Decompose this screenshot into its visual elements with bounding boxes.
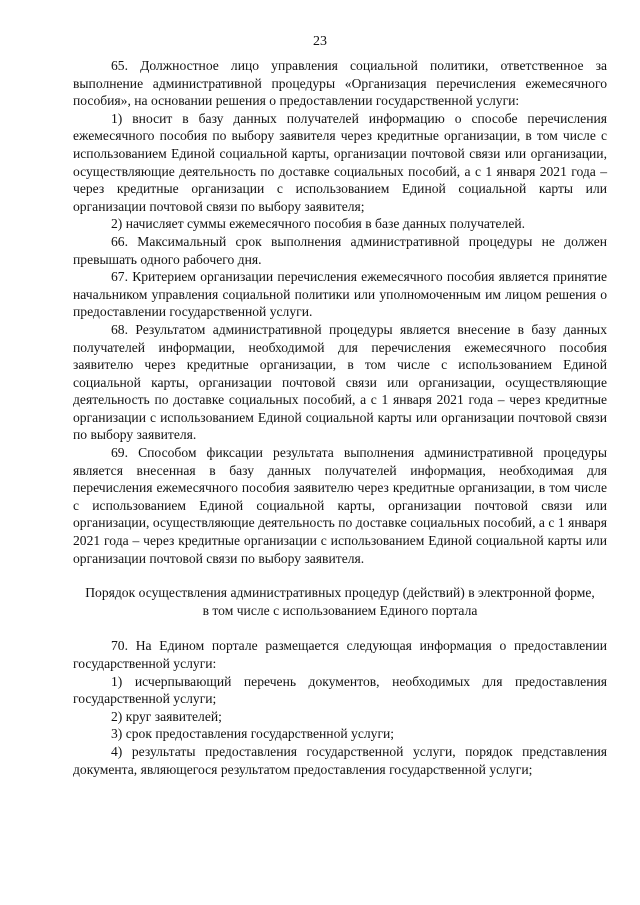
spacer [73, 619, 607, 637]
paragraph-69: 69. Способом фиксации результата выполнения административной процедуры является внесенная в базу данных получателей информация, необходимая для перечисления ежемесячного пособия заявителю через кредитные организации, в том числе с использованием Единой социальной карты, организации почтовой связи или организации, осуществляющие деятельность по доставке социальных пособий, а с 1 января 2021 года – через кредитные организации с использованием Единой социальной карты или организации почтовой связи по выбору заявителя. [73, 445, 607, 566]
paragraph-65-item-2: 2) начисляет суммы ежемесячного пособия в базе данных получателей. [111, 216, 526, 232]
page-number: 23 [313, 34, 327, 49]
paragraph-70-item-4: 4) результаты предоставления государственной услуги, порядок представления документа, являющегося результатом предоставления государственной услуги; [73, 743, 607, 777]
paragraph-70-item-3: 3) срок предоставления государственной услуги; [111, 726, 395, 742]
paragraph-70-item-1: 1) исчерпывающий перечень документов, необходимых для предоставления государственной услуги; [73, 673, 607, 707]
paragraph-65: 65. Должностное лицо управления социальной политики, ответственное за выполнение административной процедуры «Организация перечисления ежемесячного пособия», на основании решения о предоставлении государственной услуги: [73, 58, 607, 109]
paragraph-66: 66. Максимальный срок выполнения административной процедуры не должен превышать одного рабочего дня. [73, 233, 607, 267]
paragraph-68: 68. Результатом административной процедуры является внесение в базу данных получателей информации, необходимой для перечисления ежемесячного пособия заявителю через кредитные организации, в том числе с использованием Единой социальной карты, организации почтовой связи или организации, осуществляющие деятельность по доставке социальных пособий, а с 1 января 2021 года – через кредитные организации с использованием Единой социальной карты или организации почтовой связи по выбору заявителя. [73, 321, 607, 443]
paragraph-67: 67. Критерием организации перечисления ежемесячного пособия является принятие начальником управления социальной политики или уполномоченным им лицом решения о предоставлении государственной услуги. [73, 269, 607, 320]
document-body [73, 57, 607, 778]
paragraph-70: 70. На Едином портале размещается следующая информация о предоставлении государственной услуги: [73, 638, 607, 671]
paragraph-65-item-1: 1) вносит в базу данных получателей информацию о способе перечисления ежемесячного пособия по выбору заявителя через кредитные организации, в том числе с использованием Единой социальной карты, организации почтовой связи или организации, осуществляющие деятельность по доставке социальных пособий, а с 1 января 2021 года – через кредитные организации с использованием Единой социальной карты или организации почтовой связи по выбору заявителя; [73, 110, 607, 214]
paragraph-70-item-2: 2) круг заявителей; [111, 708, 222, 724]
section-heading: Порядок осуществления административных процедур (действий) в электронной форме, в том числе с использованием Единого портала [85, 585, 595, 618]
